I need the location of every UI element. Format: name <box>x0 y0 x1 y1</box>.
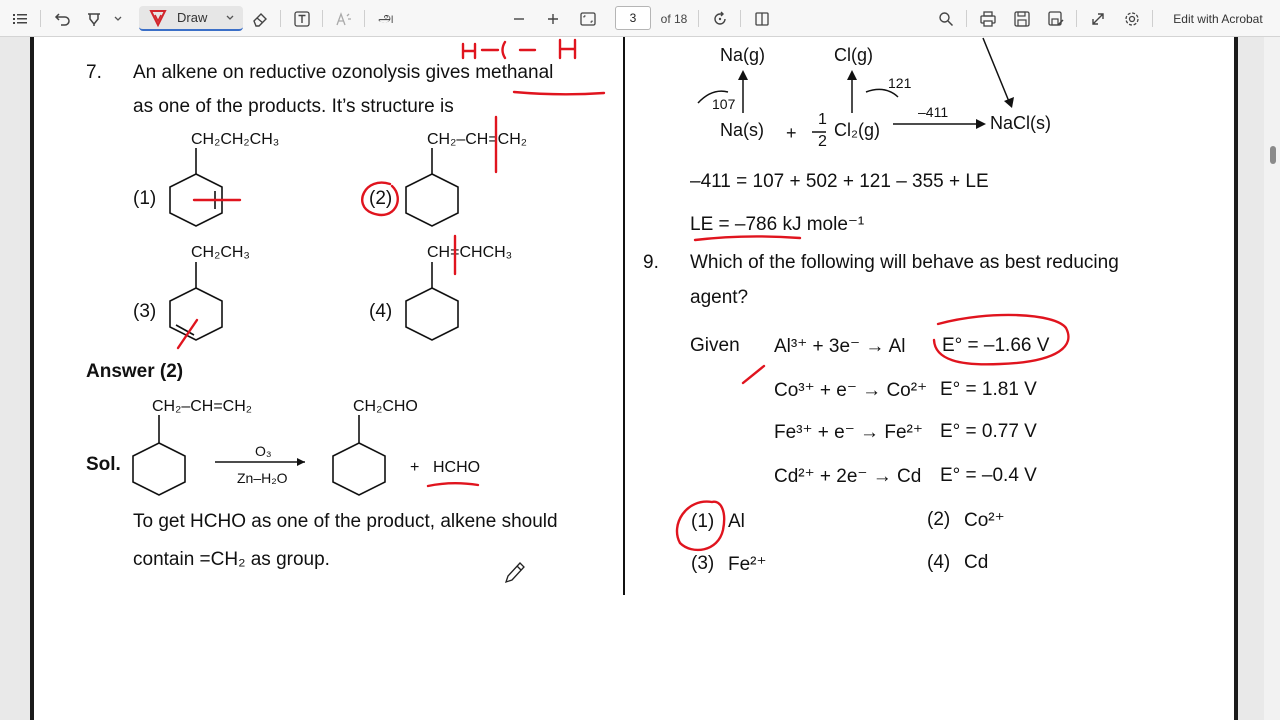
q9-text-line2: agent? <box>690 287 749 308</box>
solution-reagent-bottom: Zn–H₂O <box>237 470 288 486</box>
page-number-input[interactable]: 3 <box>615 6 651 30</box>
equation-line2: LE = –786 kJ mole⁻¹ <box>690 214 865 235</box>
value-107: 107 <box>712 96 736 112</box>
q9-option-4-number: (4) <box>927 552 951 573</box>
q9-option-3-number: (3) <box>691 553 715 574</box>
q7-option-4-substituent: CH=CHCH₃ <box>427 244 513 261</box>
q7-solution-label: Sol. <box>86 454 121 475</box>
solution-hcho: HCHO <box>433 459 481 476</box>
edit-with-acrobat-button[interactable]: Edit with Acrobat <box>1173 11 1263 26</box>
q7-answer: Answer (2) <box>86 361 184 382</box>
potential-4: E° = –0.4 V <box>940 465 1037 486</box>
q9-option-1-number: (1) <box>691 511 715 532</box>
q7-explanation-line1: To get HCHO as one of the product, alkene should <box>133 511 558 532</box>
solution-reactant-substituent: CH₂–CH=CH₂ <box>152 398 252 415</box>
cycle-plus: + <box>786 123 797 143</box>
potential-3: E° = 0.77 V <box>940 421 1037 442</box>
q9-option-2-number: (2) <box>927 509 951 530</box>
page-total: of 18 <box>660 11 688 26</box>
q7-option-3-substituent: CH₂CH₃ <box>191 244 250 261</box>
cl-gas: Cl(g) <box>834 45 873 65</box>
q9-number: 9. <box>643 252 659 273</box>
given-label: Given <box>690 335 740 356</box>
reaction-2: Co³⁺ + e⁻ → Co²⁺ <box>774 380 928 401</box>
q9-option-2: Co²⁺ <box>964 510 1005 531</box>
q7-option-1-number: (1) <box>133 188 157 209</box>
q9-option-3: Fe²⁺ <box>728 554 767 575</box>
q7-text-line2: as one of the products. It’s structure is <box>133 96 454 117</box>
text-direction-icon[interactable]: அ <box>378 9 394 25</box>
q7-option-4-number: (4) <box>369 301 393 322</box>
q7-explanation-line2: contain =CH₂ as group. <box>133 549 330 570</box>
solution-reagent-top: O₃ <box>255 443 272 459</box>
potential-2: E° = 1.81 V <box>940 379 1037 400</box>
draw-label: Draw <box>177 10 208 25</box>
q7-option-2-substituent: CH₂–CH=CH₂ <box>427 131 527 148</box>
potential-1: E° = –1.66 V <box>942 335 1050 356</box>
reaction-3: Fe³⁺ + e⁻ → Fe²⁺ <box>774 422 923 443</box>
nacl-solid: NaCl(s) <box>990 113 1051 133</box>
half-numerator: 1 <box>818 111 827 128</box>
q9-option-1: Al <box>728 511 745 532</box>
cl2-gas: Cl₂(g) <box>834 120 880 140</box>
value-121: 121 <box>888 75 912 91</box>
solution-product-substituent: CH₂CHO <box>353 398 418 415</box>
value-minus-411: –411 <box>918 104 949 120</box>
q7-option-1-substituent: CH₂CH₂CH₃ <box>191 131 280 148</box>
q9-text-line1: Which of the following will behave as best reducing <box>690 252 1119 273</box>
q7-option-2-number: (2) <box>369 188 393 209</box>
half-denominator: 2 <box>818 133 827 150</box>
q9-option-4: Cd <box>964 552 989 573</box>
equation-line1: –411 = 107 + 502 + 121 – 355 + LE <box>690 171 989 192</box>
q7-number: 7. <box>86 62 102 83</box>
reaction-4: Cd²⁺ + 2e⁻ → Cd <box>774 466 922 487</box>
reaction-1: Al³⁺ + 3e⁻ → Al <box>774 336 906 357</box>
q7-text-line1: An alkene on reductive ozonolysis gives methanal <box>133 62 554 83</box>
solution-plus: + <box>410 459 420 476</box>
q7-option-3-number: (3) <box>133 301 157 322</box>
na-solid: Na(s) <box>720 120 764 140</box>
na-gas: Na(g) <box>720 45 766 65</box>
